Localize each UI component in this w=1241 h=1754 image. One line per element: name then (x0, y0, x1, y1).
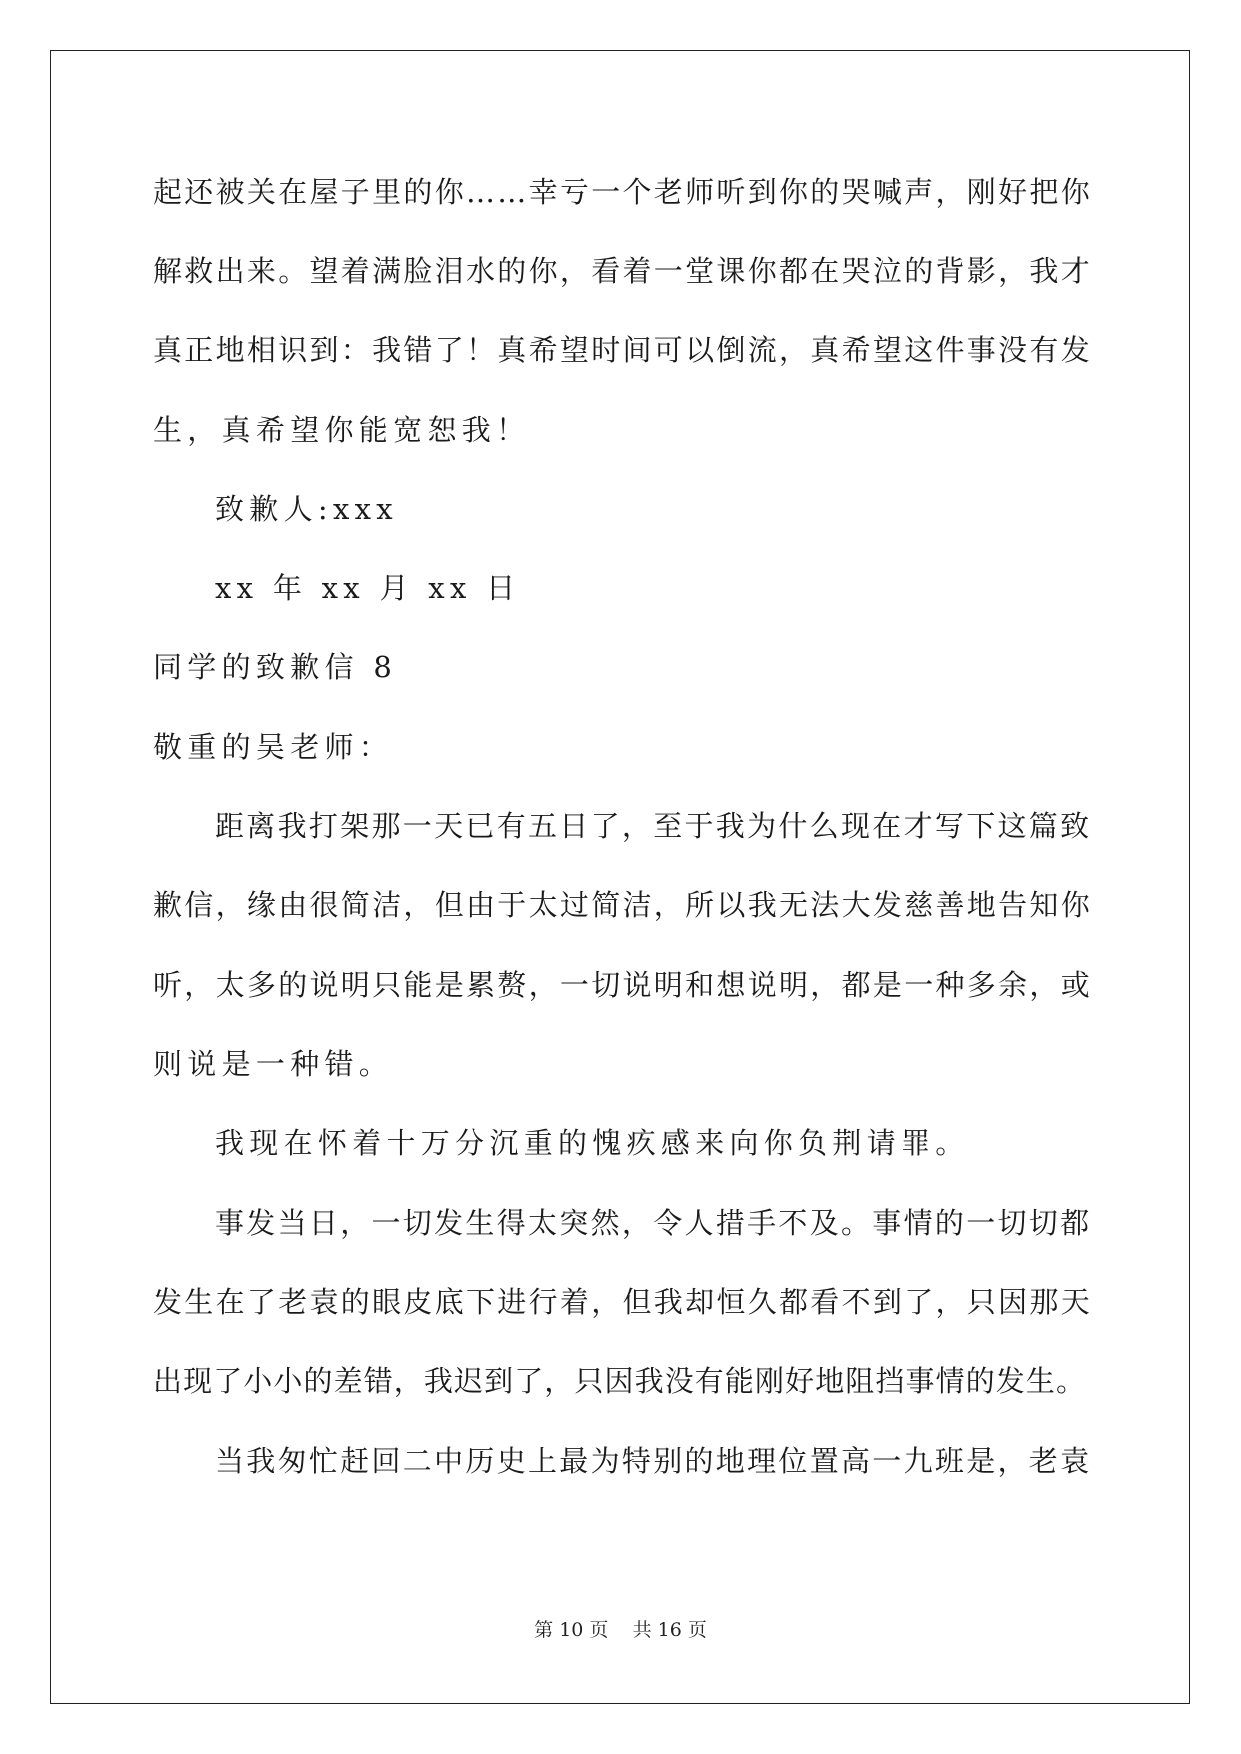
body-line: 真正地相识到：我错了！真希望时间可以倒流，真希望这件事没有发 (153, 333, 1093, 367)
section-heading: 同学的致歉信 8 (153, 650, 398, 684)
body-line: 听，太多的说明只能是累赘，一切说明和想说明，都是一种多余，或 (153, 968, 1093, 1002)
body-line: 我现在怀着十万分沉重的愧疚感来向你负荆请罪。 (215, 1126, 970, 1160)
page-number: 第 10 页 共 16 页 (534, 1619, 707, 1641)
page-footer (0, 1618, 1241, 1642)
body-line: 发生在了老袁的眼皮底下进行着，但我却恒久都看不到了，只因那天 (153, 1285, 1093, 1319)
signature-line: 致歉人:xxx (215, 492, 398, 526)
body-line: 距离我打架那一天已有五日了，至于我为什么现在才写下这篇致 (215, 809, 1092, 843)
body-line: 当我匆忙赶回二中历史上最为特别的地理位置高一九班是，老袁 (215, 1444, 1092, 1478)
salutation: 敬重的吴老师： (153, 730, 394, 764)
body-line: 事发当日，一切发生得太突然，令人措手不及。事情的一切切都 (215, 1206, 1092, 1240)
date-line: xx 年 xx 月 xx 日 (215, 571, 521, 605)
body-line: 起还被关在屋子里的你……幸亏一个老师听到你的哭喊声，刚好把你 (153, 175, 1093, 209)
body-line: 歉信，缘由很简洁，但由于太过简洁，所以我无法大发慈善地告知你 (153, 888, 1093, 922)
body-line: 出现了小小的差错，我迟到了，只因我没有能刚好地阻挡事情的发生。 (153, 1364, 1087, 1398)
body-line: 解救出来。望着满脸泪水的你，看着一堂课你都在哭泣的背影，我才 (153, 254, 1093, 288)
body-line: 生，真希望你能宽恕我！ (153, 413, 531, 447)
body-line: 则说是一种错。 (153, 1047, 394, 1081)
